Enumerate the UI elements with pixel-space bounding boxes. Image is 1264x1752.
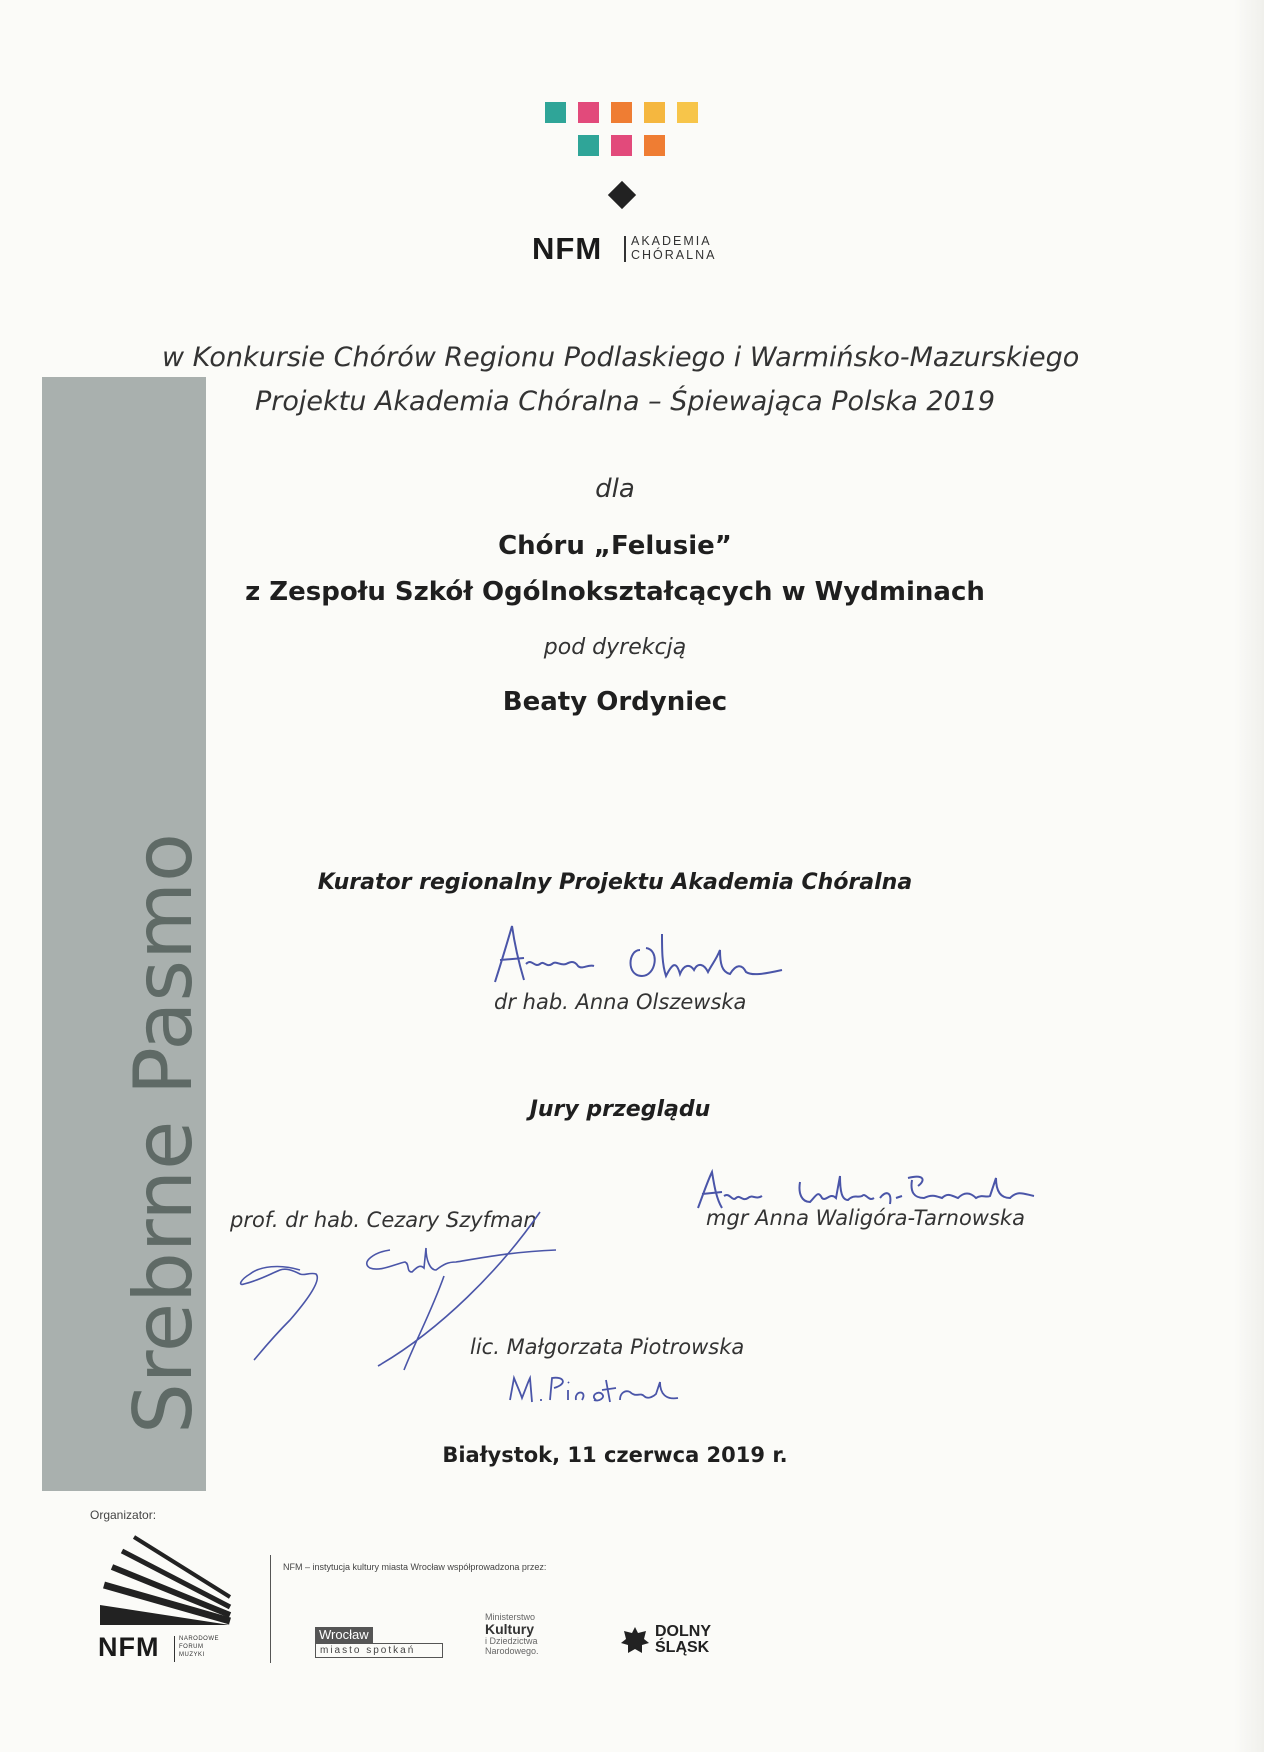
intro-line-2: Projektu Akademia Chóralna – Śpiewająca Polska 2019 (255, 386, 996, 417)
footer-logo-separator (174, 1636, 175, 1662)
choir-name: Chóru „Felusie” (498, 531, 732, 561)
curator-heading: Kurator regionalny Projektu Akademia Chóralna (317, 870, 913, 895)
nfm-footer-logo-text: NFM (98, 1632, 160, 1662)
nfm-footer-sub-line2: FORUM (179, 1644, 204, 1650)
eagle-emblem-icon (620, 1625, 650, 1657)
akademia-logo-text (631, 234, 716, 262)
logo-separator (624, 236, 626, 262)
jury-member-3-name: lic. Małgorzata Piotrowska (470, 1335, 745, 1359)
curator-signature (490, 920, 810, 990)
logo-square (611, 102, 632, 123)
jury-signature-3 (506, 1372, 686, 1408)
page-edge-shade (1234, 0, 1264, 1752)
akademia-logo-line1: AKADEMIA (631, 234, 712, 248)
nfm-footer-sub-line1: NARODOWE (179, 1636, 219, 1642)
logo-square (578, 135, 599, 156)
nfm-logo-stairs-icon (98, 1535, 233, 1625)
jury-heading: Jury przeglądu (529, 1097, 711, 1122)
logo-square (611, 135, 632, 156)
akademia-logo-line2: CHÓRALNA (631, 248, 717, 262)
place-date: Białystok, 11 czerwca 2019 r. (442, 1443, 788, 1467)
ministry-line4: Narodowego. (485, 1646, 539, 1656)
ministry-logo (485, 1612, 539, 1656)
dla-text: dla (595, 474, 635, 504)
wroclaw-logo-tag: miasto spotkań (315, 1643, 443, 1658)
ministry-line1: Ministerstwo (485, 1612, 536, 1622)
akademia-logo-squares (545, 102, 705, 162)
jury-member-2-name: mgr Anna Waligóra-Tarnowska (706, 1206, 1025, 1230)
dolny-slask-logo (655, 1624, 711, 1656)
footer-divider (270, 1555, 271, 1663)
logo-square (578, 102, 599, 123)
jury-member-1-name: prof. dr hab. Cezary Szyfman (230, 1208, 537, 1232)
logo-square (545, 102, 566, 123)
nfm-footer-sub (179, 1635, 219, 1659)
dolny-slask-line2: ŚLĄSK (655, 1639, 710, 1656)
curator-name: dr hab. Anna Olszewska (494, 990, 747, 1014)
nfm-footer-sub-line3: MUZYKI (179, 1652, 205, 1658)
wroclaw-logo (315, 1624, 443, 1658)
logo-square (644, 135, 665, 156)
logo-diamond-icon (608, 181, 636, 209)
band-title: Srebrne Pasmo (117, 833, 210, 1434)
ministry-line2: Kultury (485, 1621, 534, 1637)
logo-square (644, 102, 665, 123)
nfm-logo-text: NFM (532, 231, 603, 266)
intro-line-1: w Konkursie Chórów Regionu Podlaskiego i Warmińsko-Mazurskiego (162, 342, 1080, 373)
school-name: z Zespołu Szkół Ogólnokształcących w Wydminach (245, 577, 985, 607)
logo-square (677, 102, 698, 123)
wroclaw-logo-name: Wrocław (315, 1627, 373, 1643)
institution-note: NFM – instytucja kultury miasta Wrocław współprowadzona przez: (283, 1562, 547, 1572)
ministry-line3: i Dziedzictwa (485, 1636, 538, 1646)
pod-dyrekcja-text: pod dyrekcją (543, 635, 687, 660)
organizer-label: Organizator: (90, 1508, 157, 1522)
dolny-slask-line1: DOLNY (655, 1623, 711, 1640)
conductor-name: Beaty Ordyniec (502, 687, 728, 717)
